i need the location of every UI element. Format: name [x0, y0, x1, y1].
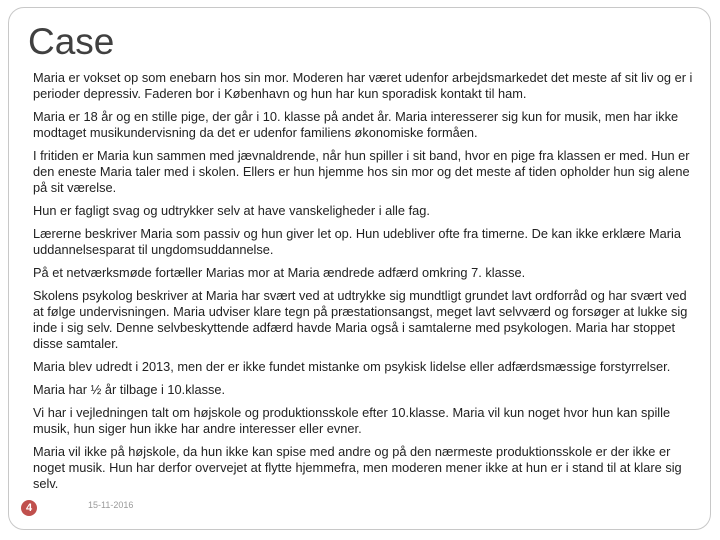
- slide-body: [33, 70, 693, 499]
- paragraph: Hun er fagligt svag og udtrykker selv at have vanskeligheder i alle fag.: [33, 203, 430, 218]
- paragraph: Maria har ½ år tilbage i 10.klasse.: [33, 382, 226, 397]
- slide-title: Case: [28, 21, 115, 62]
- paragraph: Maria er 18 år og en stille pige, der går i 10. klasse på andet år. Maria interesserer sig kun for musik, men har ikke modtaget musikundervisning da det er udenfor familiens økonomiske formåen.: [33, 109, 679, 140]
- paragraph: Maria er vokset op som enebarn hos sin mor. Moderen har været udenfor arbejdsmarkedet det meste af sit liv og er i perioder depressiv. Faderen bor i København og hun har kun sporadisk kontakt til ham.: [33, 70, 693, 101]
- paragraph: Maria vil ikke på højskole, da hun ikke kan spise med andre og på den nærmeste produktionsskole er der ikke er noget musik. Hun har derfor overvejet at flytte hjemmefra, men moderen mener ikke at hun er i stand til at klare sig selv.: [33, 444, 682, 491]
- paragraph: Maria blev udredt i 2013, men der er ikke fundet mistanke om psykisk lidelse eller adfærdsmæssige forstyrrelser.: [33, 359, 671, 374]
- paragraph: Vi har i vejledningen talt om højskole og produktionsskole efter 10.klasse. Maria vil kun noget hvor hun kan spille musik, hun siger hun ikke har andre interesser eller evner.: [33, 405, 671, 436]
- page-number-badge: 4: [21, 500, 37, 516]
- paragraph: I fritiden er Maria kun sammen med jævnaldrende, når hun spiller i sit band, hvor en pige fra klassen er med. Hun er den eneste Maria taler med i skolen. Ellers er hun hjemme hos sin mor og det meste af tiden opholder hun sig alene på sit værelse.: [33, 148, 690, 195]
- paragraph: Skolens psykolog beskriver at Maria har svært ved at udtrykke sig mundtligt grundet lavt ordforråd og har svært ved at følge undervisningen. Maria udviser klare tegn på præstationsangst, meget lavt selvværd og forsøger at lukke sig inde i sig selv. Denne selvbeskyttende adfærd havde Maria også i samtalerne med psykologen. Maria har stoppet disse samtaler.: [33, 288, 688, 351]
- footer-date: 15-11-2016: [88, 500, 134, 510]
- paragraph: På et netværksmøde fortæller Marias mor at Maria ændrede adfærd omkring 7. klasse.: [33, 265, 526, 280]
- paragraph: Lærerne beskriver Maria som passiv og hun giver let op. Hun udebliver ofte fra timerne. De kan ikke erklære Maria uddannelsesparat til ungdomsuddannelse.: [33, 226, 681, 257]
